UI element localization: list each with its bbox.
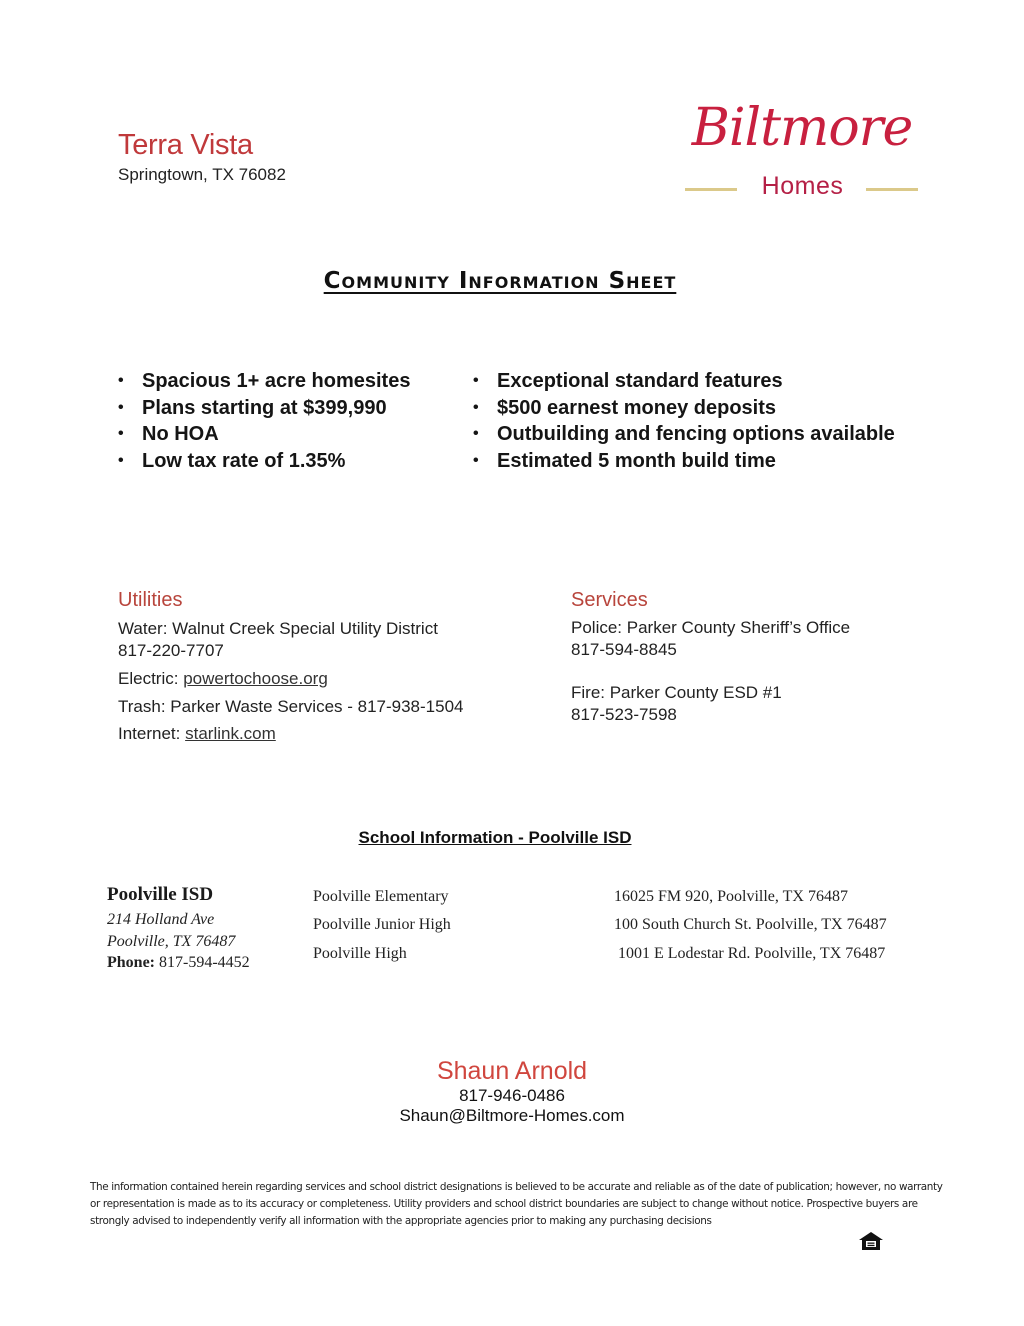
contact-email[interactable]: Shaun@Biltmore-Homes.com	[399, 1106, 625, 1125]
district-street: 214 Holland Ave	[107, 911, 215, 928]
logo-sub-text: Homes	[761, 172, 844, 200]
fire-provider: Fire: Parker County ESD #1	[571, 683, 782, 702]
water-provider: Water: Walnut Creek Special Utility District	[118, 619, 438, 638]
district-name: Poolville ISD	[107, 884, 214, 905]
electric-label: Electric:	[118, 669, 184, 688]
school-name: Poolville Junior High	[313, 916, 451, 933]
water-phone: 817-220-7707	[118, 641, 224, 660]
district-city: Poolville, TX 76487	[107, 933, 236, 950]
school-name: Poolville High	[313, 945, 407, 962]
feature-item	[473, 368, 895, 395]
feature-text: No HOA	[142, 423, 219, 446]
feature-text: Exceptional standard features	[497, 370, 783, 392]
trash-provider: Trash: Parker Waste Services - 817-938-1504	[118, 697, 464, 716]
bullet-icon: •	[473, 398, 479, 416]
feature-text: Plans starting at $399,990	[142, 396, 387, 419]
bullet-icon: •	[473, 425, 479, 443]
feature-item	[473, 448, 895, 475]
feature-text: $500 earnest money deposits	[497, 396, 777, 419]
logo-script-text: Biltmore	[691, 98, 913, 158]
feature-text: Outbuilding and fencing options available	[497, 423, 895, 446]
services-heading: Services	[571, 589, 648, 611]
feature-text: Estimated 5 month build time	[497, 450, 776, 473]
police-provider: Police: Parker County Sheriff’s Office	[571, 618, 851, 637]
community-name: Terra Vista	[118, 129, 253, 161]
internet-line	[118, 724, 276, 744]
school-name: Poolville Elementary	[313, 888, 449, 905]
feature-item	[473, 421, 895, 448]
disclaimer: The information contained herein regarding services and school district designations is believed to be accurate and reliable as of the date of publication; however, no warranty or representation is made as to its accuracy or completeness. Utility providers and school district boundaries are subject to change without notice. Prospective buyers are strongly advised to independently verify all information with the appropriate agencies prior to making any purchasing decisions	[90, 1181, 943, 1227]
equal-housing-opportunity-icon	[856, 1230, 886, 1254]
fire-phone: 817-523-7598	[571, 705, 677, 724]
feature-list-left	[118, 368, 410, 475]
internet-label: Internet:	[118, 724, 186, 743]
feature-item	[118, 368, 410, 395]
school-info-title: School Information - Poolville ISD	[358, 828, 632, 847]
school-address: 100 South Church St. Poolville, TX 76487	[614, 916, 887, 933]
school-address: 1001 E Lodestar Rd. Poolville, TX 76487	[618, 945, 886, 962]
feature-item	[118, 448, 410, 475]
contact-phone: 817-946-0486	[459, 1086, 565, 1105]
bullet-icon: •	[473, 452, 479, 470]
bullet-icon: •	[118, 372, 124, 389]
bullet-icon: •	[118, 398, 124, 416]
feature-text: Low tax rate of 1.35%	[142, 450, 346, 473]
feature-item	[118, 421, 410, 448]
community-address: Springtown, TX 76082	[118, 165, 286, 184]
electric-line	[118, 669, 328, 689]
bullet-icon: •	[118, 452, 124, 470]
electric-link[interactable]: powertochoose.org	[183, 669, 328, 688]
district-phone-number: 817-594-4452	[155, 954, 250, 971]
feature-item	[118, 395, 410, 422]
internet-link[interactable]: starlink.com	[185, 724, 276, 743]
police-phone: 817-594-8845	[571, 640, 677, 659]
bullet-icon: •	[118, 425, 124, 443]
feature-list-right	[473, 368, 895, 475]
district-phone-label: Phone:	[107, 954, 155, 971]
utilities-heading: Utilities	[118, 589, 183, 611]
biltmore-homes-logo	[680, 98, 925, 204]
feature-text: Spacious 1+ acre homesites	[142, 370, 411, 392]
feature-item	[473, 395, 895, 422]
district-phone	[107, 954, 250, 972]
school-address: 16025 FM 920, Poolville, TX 76487	[614, 888, 848, 905]
page-title: Community Information Sheet	[323, 268, 677, 294]
contact-name: Shaun Arnold	[436, 1057, 588, 1085]
logo-accent-line-right	[866, 188, 918, 191]
bullet-icon: •	[473, 372, 479, 389]
